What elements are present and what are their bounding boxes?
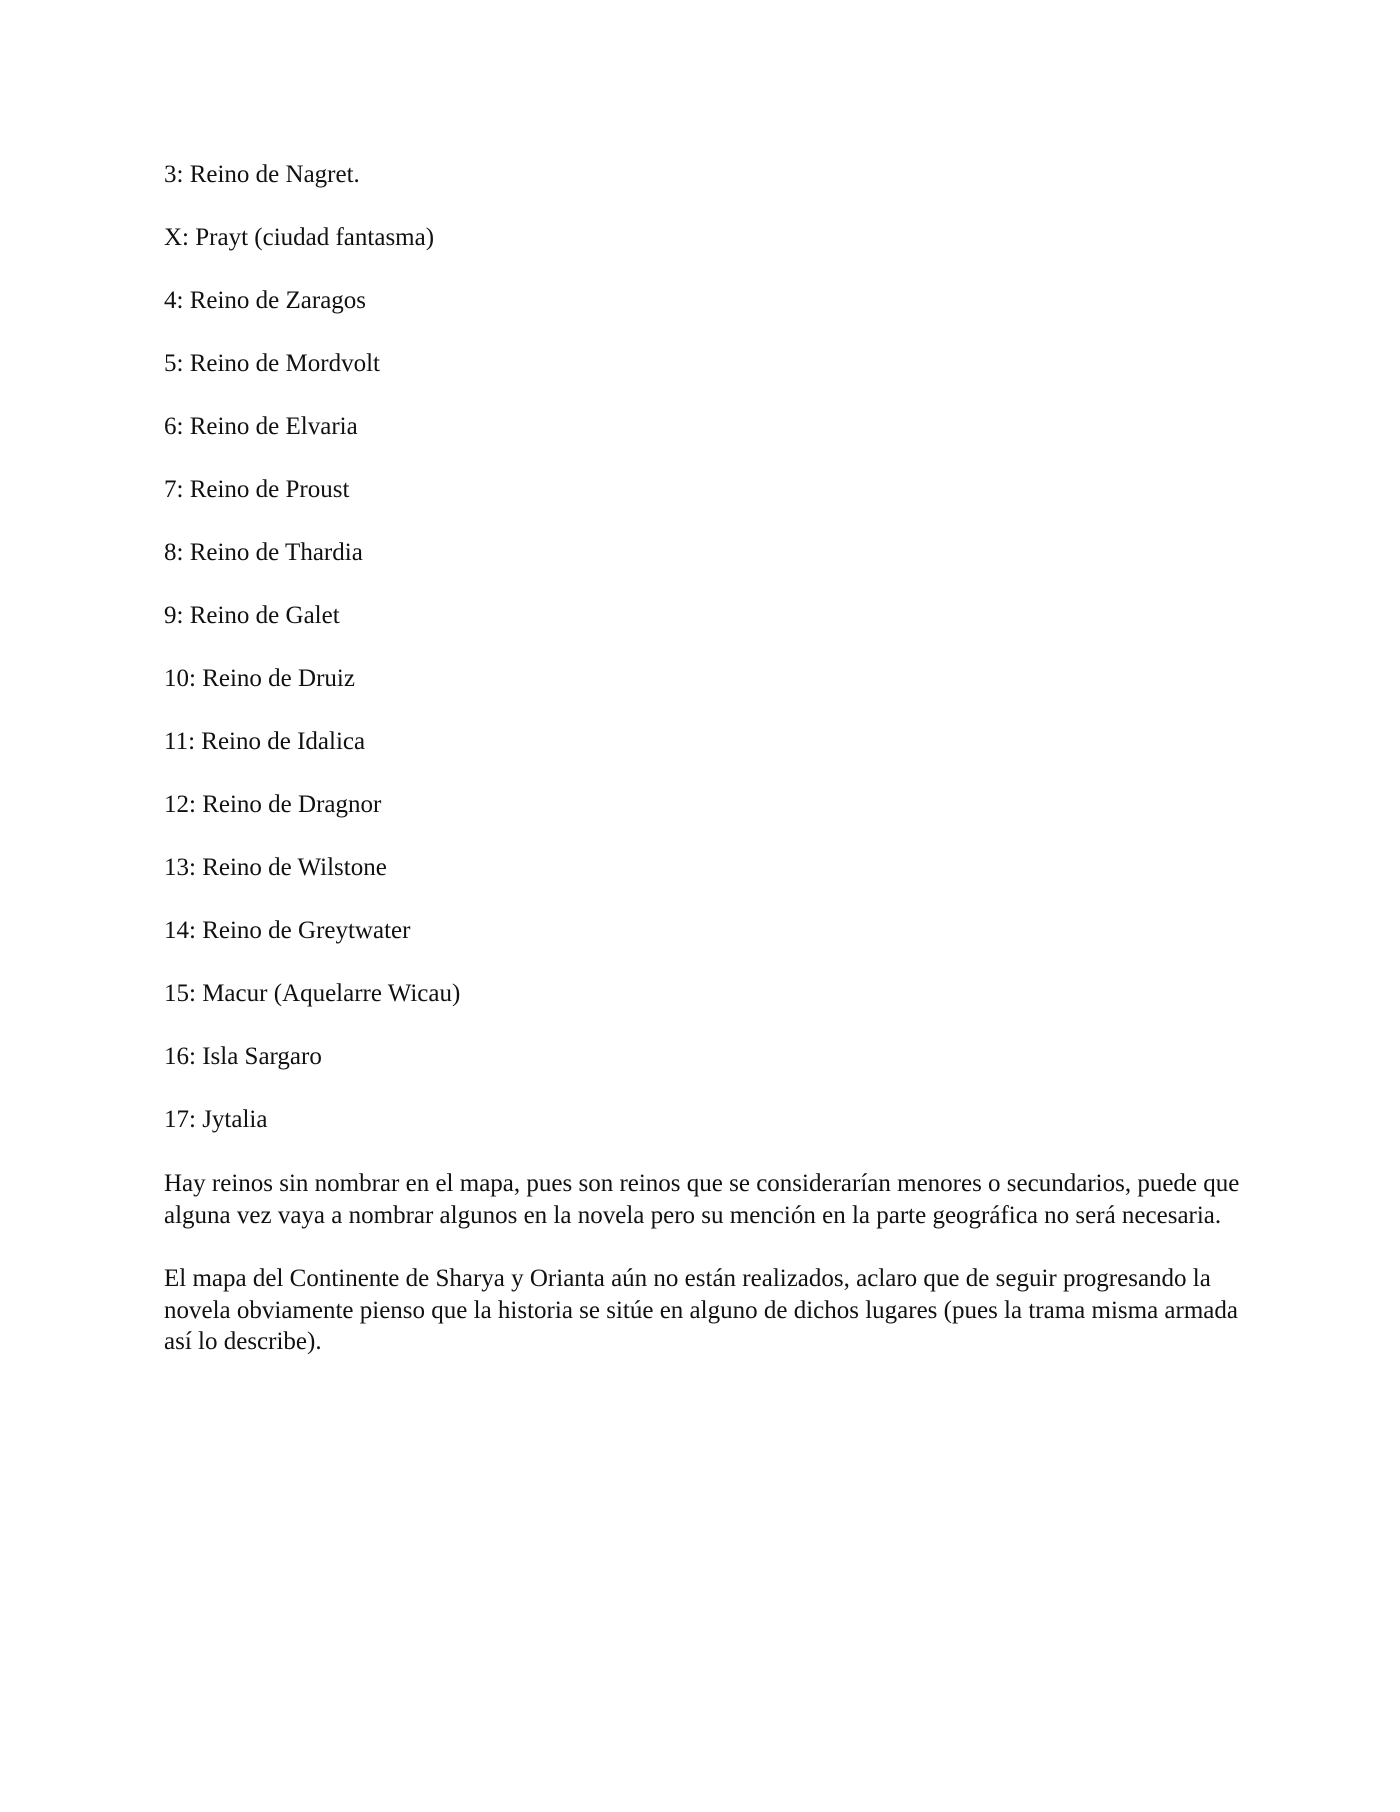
list-item: 13: Reino de Wilstone [164, 854, 387, 881]
list-item: 15: Macur (Aquelarre Wicau) [164, 980, 461, 1007]
list-item: 5: Reino de Mordvolt [164, 350, 380, 377]
list-item: 14: Reino de Greytwater [164, 917, 411, 944]
list-item: 10: Reino de Druiz [164, 665, 355, 692]
list-item: 12: Reino de Dragnor [164, 791, 382, 818]
paragraph-continent-maps: El mapa del Continente de Sharya y Orianta aún no están realizados, aclaro que de seguir progresando la novela obviamente pienso que la historia se sitúe en alguno de dichos lugares (pues la trama misma armada así lo describe). [164, 1265, 1238, 1355]
list-item: 9: Reino de Galet [164, 602, 340, 629]
list-item: 8: Reino de Thardia [164, 539, 363, 566]
list-item: X: Prayt (ciudad fantasma) [164, 224, 435, 251]
list-item: 4: Reino de Zaragos [164, 287, 367, 314]
paragraph-unnamed-kingdoms: Hay reinos sin nombrar en el mapa, pues son reinos que se considerarían menores o secundarios, puede que alguna vez vaya a nombrar algunos en la novela pero su mención en la parte geográfica no será necesaria. [164, 1170, 1240, 1229]
page-content [164, 160, 1244, 1390]
list-item: 7: Reino de Proust [164, 476, 350, 503]
list-item: 11: Reino de Idalica [164, 728, 366, 755]
list-item: 16: Isla Sargaro [164, 1043, 322, 1070]
kingdom-list [164, 160, 1244, 1135]
list-item: 3: Reino de Nagret. [164, 161, 360, 188]
list-item: 17: Jytalia [164, 1106, 268, 1133]
list-item: 6: Reino de Elvaria [164, 413, 358, 440]
